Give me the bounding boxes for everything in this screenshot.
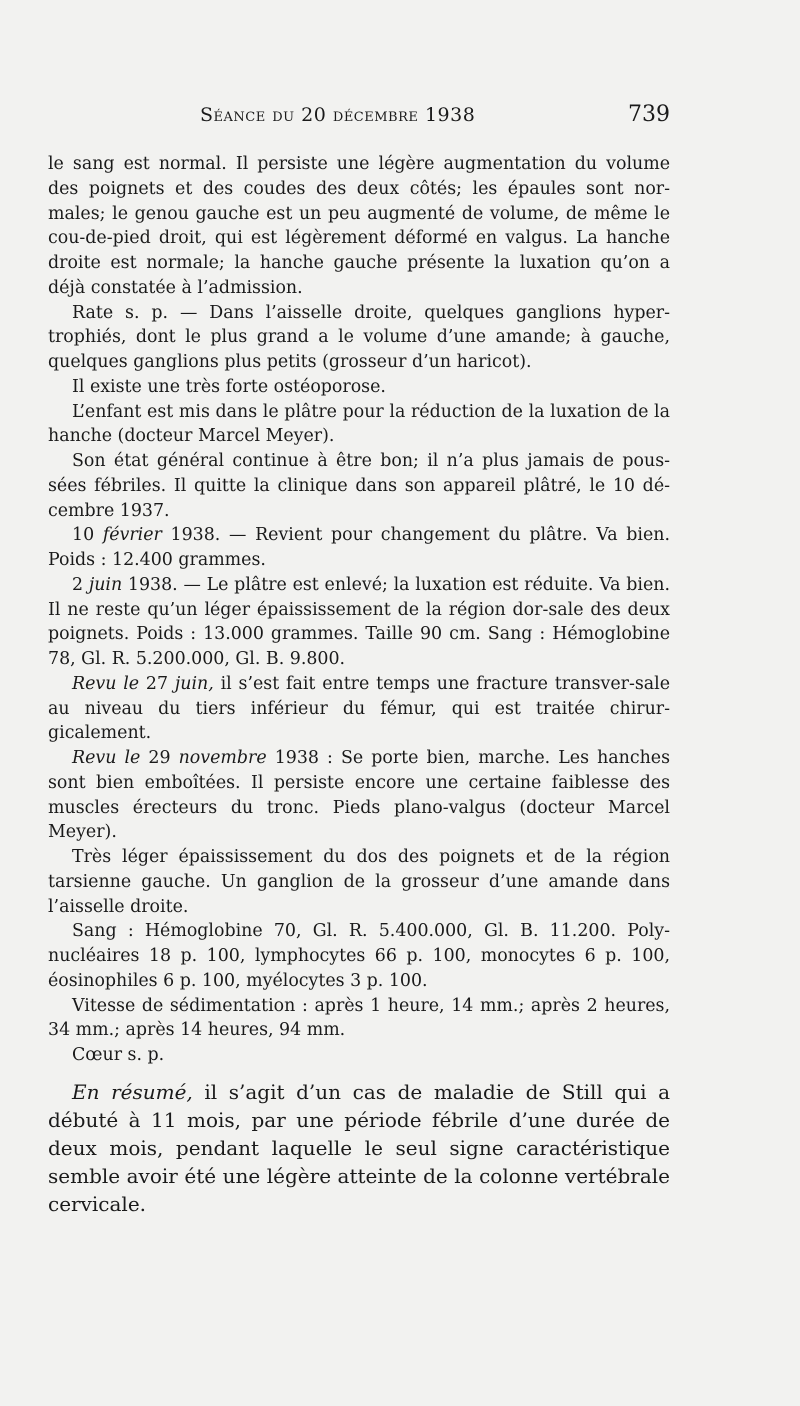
paragraph-rest: 1938 : Se porte bien, marche. Les hanches sont bien emboîtées. Il persiste encore une certaine faiblesse des muscles érecteurs du tronc. Pieds plano-valgus (docteur Marcel Meyer).	[48, 748, 671, 843]
page-number: 739	[628, 102, 670, 127]
paragraph	[48, 523, 670, 573]
paragraph-italic: juin	[88, 574, 123, 595]
paragraph: Sang : Hémoglobine 70, Gl. R. 5.400.000, Gl. B. 11.200. Poly-nucléaires 18 p. 100, lymphocytes 66 p. 100, monocytes 6 p. 100, éosinophiles 6 p. 100, myélocytes 3 p. 100.	[48, 921, 670, 991]
title-year: 1938	[424, 104, 476, 126]
paragraph: Son état général continue à être bon; il n’a plus jamais de pous-sées fébriles. Il quitte la clinique dans son appareil plâtré, le 10 dé-cembre 1937.	[48, 451, 670, 521]
paragraph: L’enfant est mis dans le plâtre pour la réduction de la luxation de la hanche (docteur Marcel Meyer).	[48, 401, 670, 447]
paragraph-italic: Revu le	[72, 673, 140, 694]
paragraph-lead: 2	[72, 574, 89, 595]
summary-rest: il s’agit d’un cas de maladie de Still qui a débuté à 11 mois, par une période fébrile d’une durée de deux mois, pendant laquelle le seul signe caractéristique semble avoir été une légère atteinte de la colonne vertébrale cervicale.	[48, 1080, 670, 1216]
paragraph-italic: février	[102, 525, 162, 546]
running-head-title	[200, 104, 475, 126]
paragraph: Très léger épaississement du dos des poignets et de la région tarsienne gauche. Un ganglion de la grosseur d’une amande dans l’aisselle droite.	[48, 847, 670, 917]
running-head	[50, 104, 670, 132]
paragraph-rest: 1938. — Le plâtre est enlevé; la luxation est réduite. Va bien. Il ne reste qu’un léger épaississement de la région dor-sale des deux poignets. Poids : 13.000 grammes. Taille 90 cm. Sang : Hémoglobine 78, Gl. R. 5.200.000, Gl. B. 9.800.	[48, 574, 670, 669]
summary-paragraph	[48, 1078, 670, 1218]
title-number: 20	[301, 104, 327, 126]
paragraph-rest: 1938. — Revient pour changement du plâtre. Va bien. Poids : 12.400 grammes.	[48, 525, 670, 570]
paragraph: Il existe une très forte ostéoporose.	[72, 376, 386, 397]
paragraph: Rate s. p. — Dans l’aisselle droite, quelques ganglions hyper-trophiés, dont le plus grand a le volume d’une amande; à gauche, quelques ganglions plus petits (grosseur d’un haricot).	[48, 302, 670, 372]
paragraph: Vitesse de sédimentation : après 1 heure, 14 mm.; après 2 heures, 34 mm.; après 14 heures, 94 mm.	[48, 995, 670, 1041]
paragraph-lead: 10	[72, 525, 103, 546]
paragraph: Cœur s. p.	[72, 1045, 165, 1065]
paragraph	[48, 573, 670, 672]
summary-section	[48, 1078, 670, 1218]
paragraph-lead: 29	[140, 748, 179, 768]
summary-italic: En résumé,	[72, 1080, 193, 1104]
paragraph-lead: 27	[139, 673, 175, 694]
title-prefix: Séance du	[200, 104, 302, 126]
title-month: décembre	[326, 104, 425, 126]
paragraph-rest: il s’est fait entre temps une fracture transver-sale au niveau du tiers inférieur du fémur, qui est traitée chirur-gicalement.	[48, 673, 670, 744]
paragraph: le sang est normal. Il persiste une légère augmentation du volume des poignets et des coudes des deux côtés; les épaules sont nor-males; le genou gauche est un peu augmenté de volume, de même le cou-de-pied droit, qui est légèrement déformé en valgus. La hanche droite est normale; la hanche gauche présente la luxation qu’on a déjà constatée à l’admission.	[48, 154, 670, 298]
paragraph-italic: Revu le	[72, 748, 141, 768]
paragraph	[48, 672, 670, 746]
paragraph-italic: novembre	[178, 748, 267, 768]
paragraph-italic: juin,	[174, 673, 214, 694]
body-text	[48, 152, 670, 1068]
paragraph	[48, 746, 670, 845]
